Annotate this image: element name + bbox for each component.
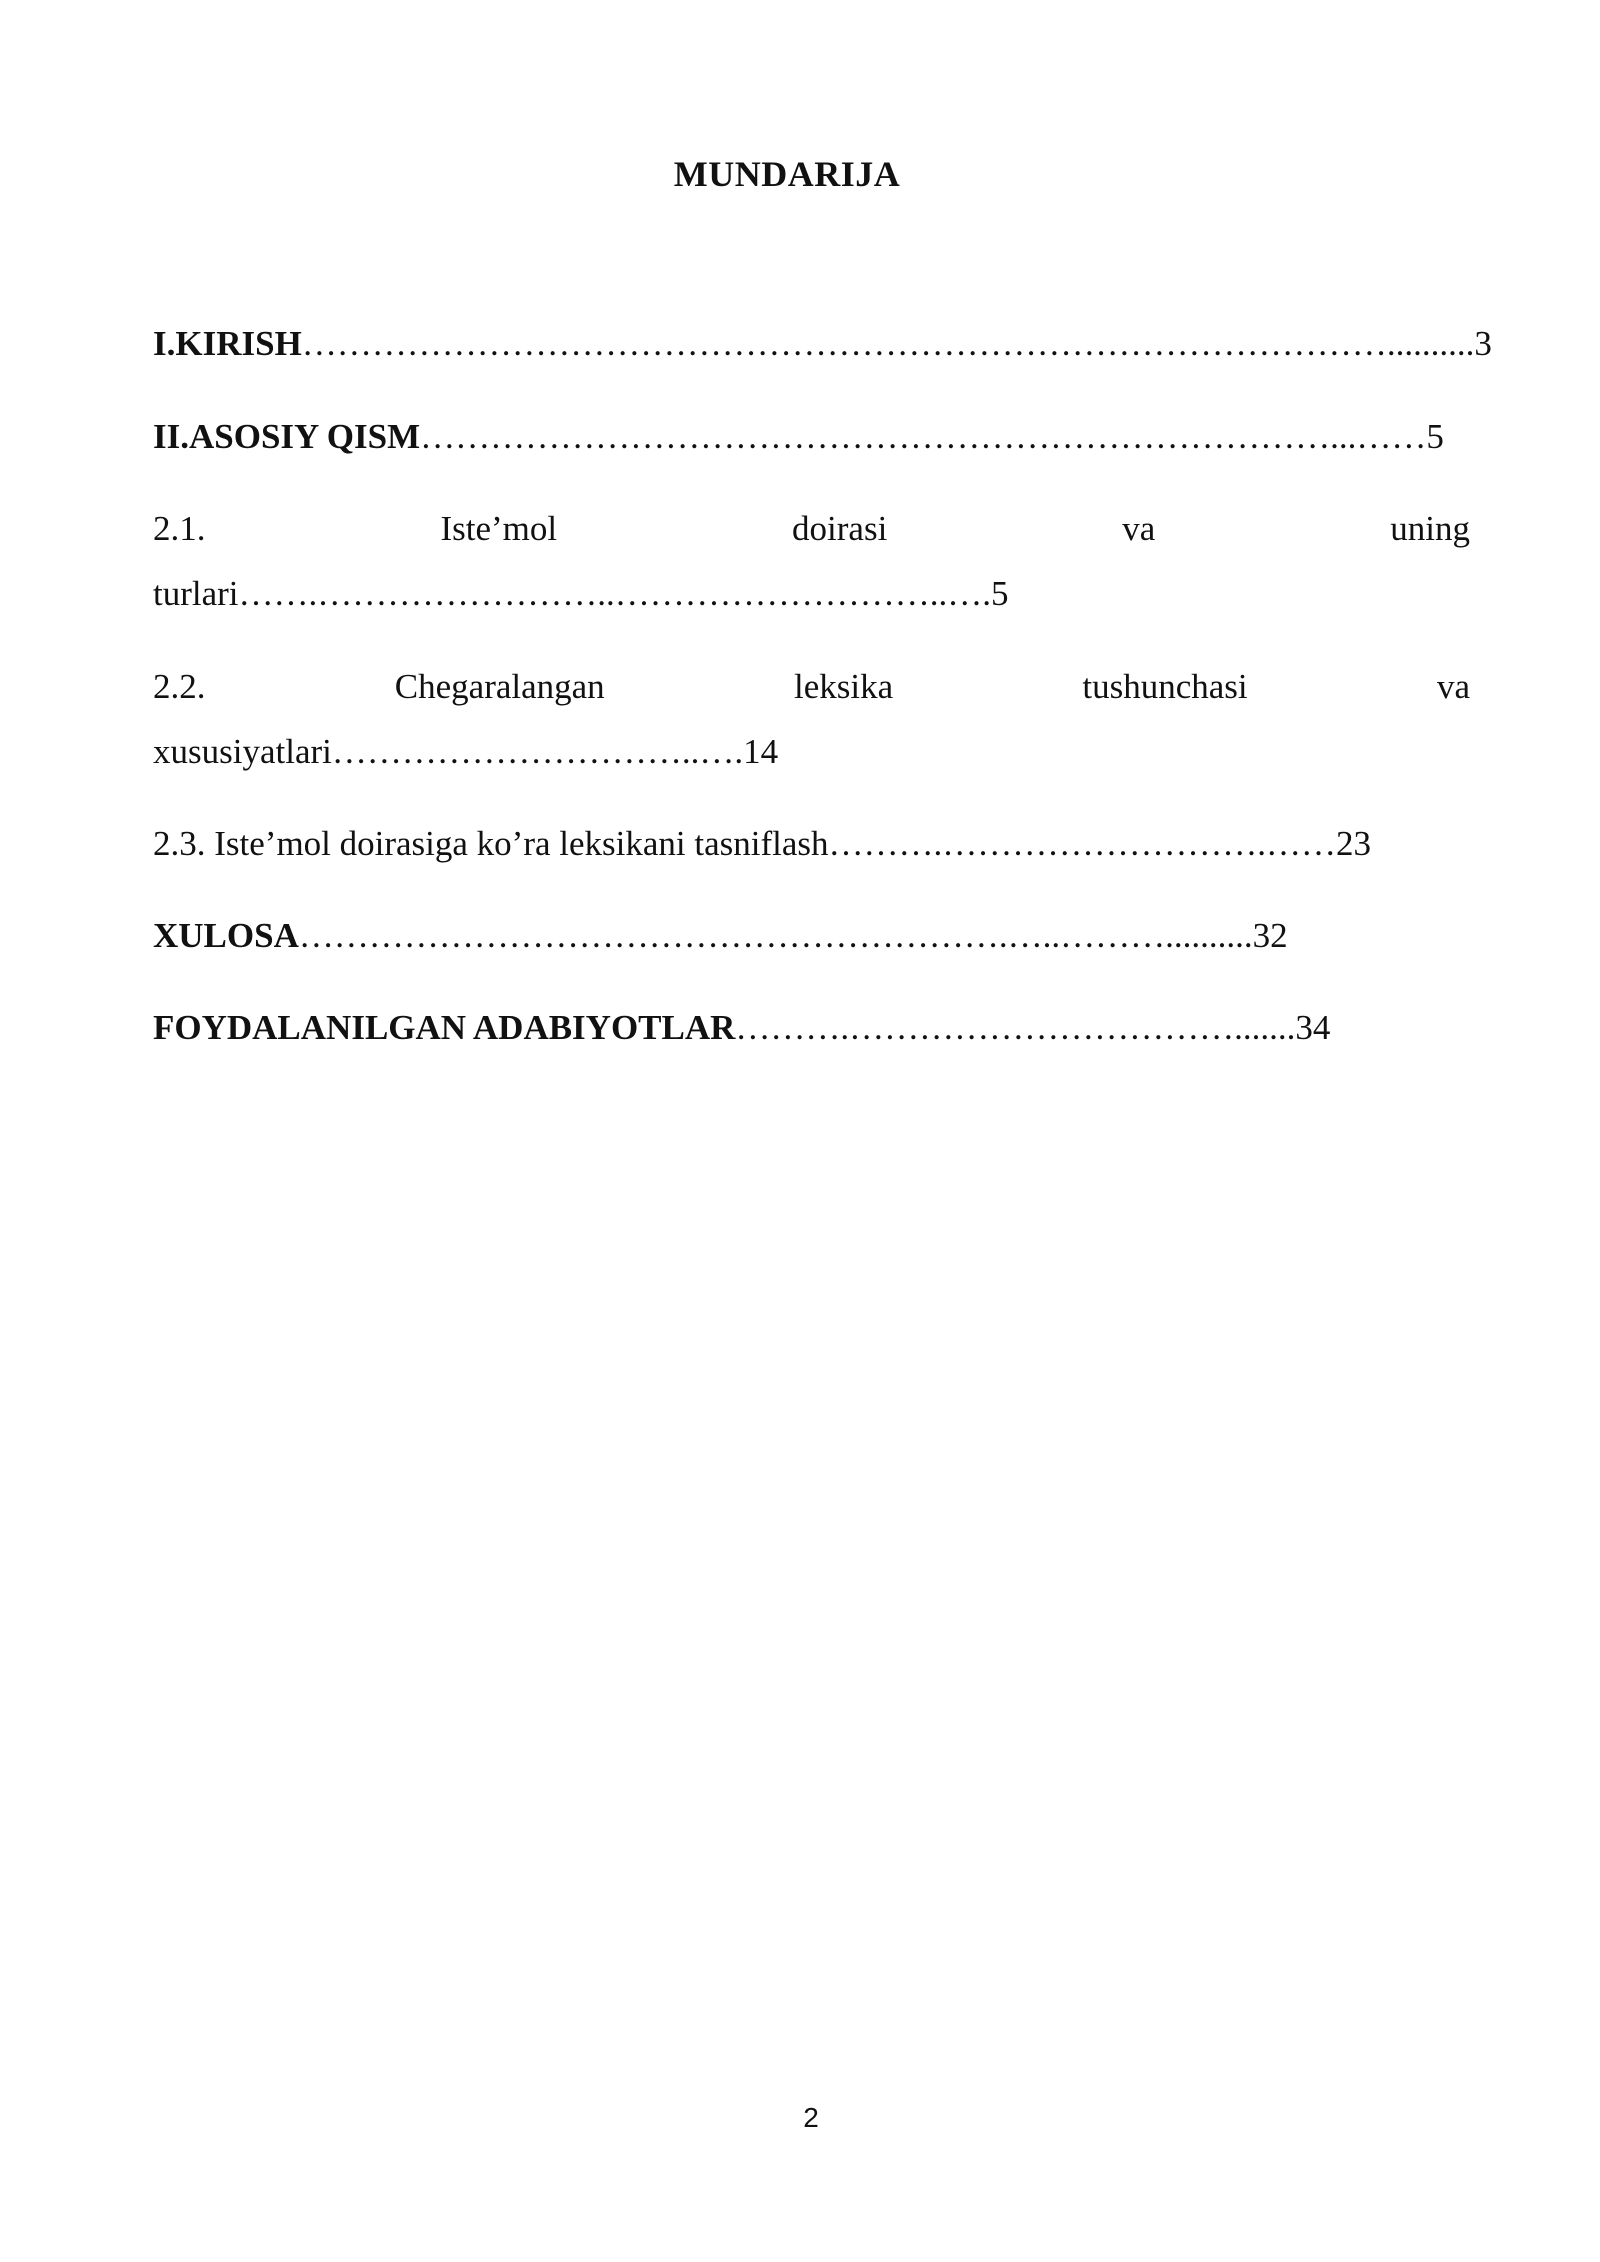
toc-word: Chegaralangan [394, 667, 605, 706]
toc-leader: ……….……………………………....... [735, 1008, 1296, 1047]
toc-entry-label: I.KIRISH [153, 324, 302, 363]
toc-entry-label: XULOSA [153, 916, 299, 955]
page-footer-number: 2 [803, 2102, 819, 2133]
toc-word: leksika [793, 667, 894, 706]
toc-word: 2.2. [153, 667, 206, 706]
page-title: MUNDARIJA [673, 154, 901, 194]
toc-page-number: 5 [1426, 417, 1444, 456]
toc-leader: ………………………………………………………………………………….......... [301, 324, 1475, 363]
toc-leader: ……….……………………….…… [828, 824, 1337, 863]
toc-word: Iste’mol [440, 509, 558, 548]
toc-entry-2-1-line2[interactable] [153, 570, 1009, 618]
toc-entry-2-2-line1[interactable] [153, 663, 1470, 711]
toc-leader: …………………………..…. [331, 732, 744, 771]
toc-leader: …………………………………………………….…..……….......... [298, 916, 1253, 955]
toc-page-number: 5 [991, 574, 1009, 613]
toc-word: va [1122, 509, 1156, 548]
toc-page-number: 23 [1336, 824, 1372, 863]
toc-entry-label: II.ASOSIY QISM [153, 417, 421, 456]
toc-entry-label: 2.3. Iste’mol doirasiga ko’ra leksikani tasniflash [153, 824, 829, 863]
toc-page-number: 34 [1295, 1008, 1331, 1047]
toc-entry-kirish[interactable] [153, 320, 1492, 368]
toc-leader: ……………………………………………………………………...…… [420, 417, 1427, 456]
toc-entry-label: xususiyatlari [153, 732, 332, 771]
toc-entry-2-3[interactable] [153, 820, 1371, 868]
toc-leader: …….……………………..………………………..…. [238, 574, 992, 613]
toc-entry-label: FOYDALANILGAN ADABIYOTLAR [153, 1008, 736, 1047]
toc-entry-2-2-line2[interactable] [153, 728, 778, 776]
toc-page-number: 3 [1474, 324, 1492, 363]
toc-page-number: 14 [743, 732, 779, 771]
toc-entry-2-1-line1[interactable] [153, 505, 1470, 553]
toc-word: tushunchasi [1082, 667, 1248, 706]
toc-entry-label: turlari [153, 574, 239, 613]
toc-word: va [1436, 667, 1470, 706]
toc-word: doirasi [792, 509, 888, 548]
toc-word: 2.1. [153, 509, 206, 548]
toc-page-number: 32 [1252, 916, 1288, 955]
toc-entry-xulosa[interactable] [153, 912, 1288, 960]
toc-entry-asosiy-qism[interactable] [153, 413, 1444, 461]
toc-entry-adabiyotlar[interactable] [153, 1004, 1330, 1052]
toc-word: uning [1390, 509, 1470, 548]
